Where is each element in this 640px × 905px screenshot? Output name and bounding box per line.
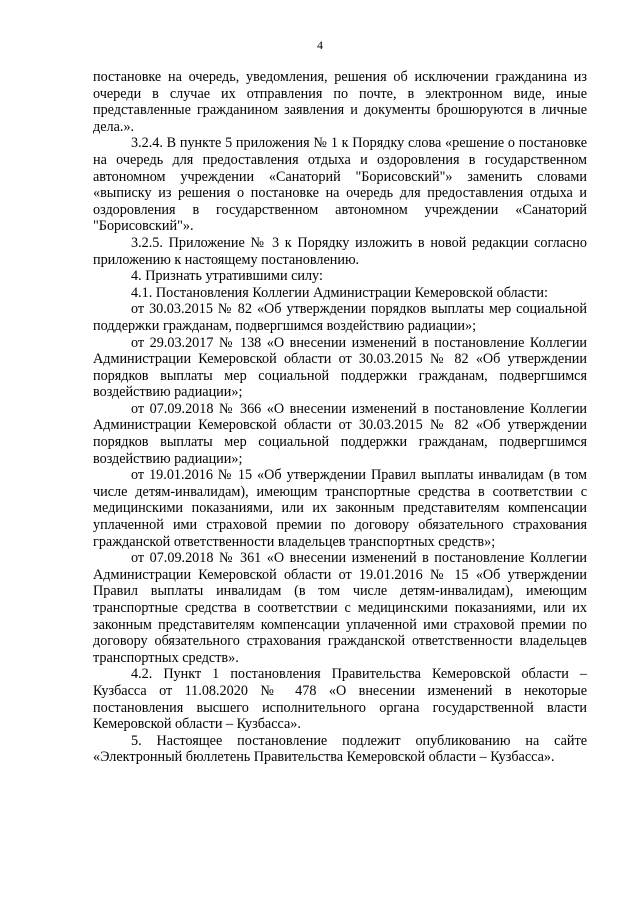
paragraph-resolution-15: от 19.01.2016 № 15 «Об утверждении Правил выплаты инвалидам (в том числе детям-инвалидам), имеющим транспортные средства в соответствии с медицинскими показаниями, или их законным представителям компенсации уплаченной ими страховой премии по договору обязательного страхования гражданской ответственности владельцев транспортных средств»;: [93, 467, 587, 550]
page-number: 4: [317, 38, 323, 52]
paragraph-resolution-361: от 07.09.2018 № 361 «О внесении изменений в постановление Коллегии Администрации Кемеровской области от 19.01.2016 № 15 «Об утверждении Правил выплаты инвалидам (в том числе детям-инвалидам), имеющим транспортные средства в соответствии с медицинскими показаниями, или их законным представителям компенсации уплаченной ими страховой премии по договору обязательного страхования гражданской ответственности владельцев транспортных средств».: [93, 550, 587, 666]
paragraph-3-2-4: 3.2.4. В пункте 5 приложения № 1 к Порядку слова «решение о постановке на очередь для предоставления отдыха и оздоровления в государственном автономном учреждении «Санаторий "Борисовский"» заменить словами «выписку из решения о постановке на очередь для предоставления отдыха и оздоровления в государственном автономном учреждении «Санаторий "Борисовский"».: [93, 135, 587, 235]
paragraph-5: 5. Настоящее постановление подлежит опубликованию на сайте «Электронный бюллетень Правительства Кемеровской области – Кузбасса».: [93, 732, 587, 766]
paragraph-resolution-82: от 30.03.2015 № 82 «Об утверждении порядков выплаты мер социальной поддержки гражданам, подвергшимся воздействию радиации»;: [93, 301, 587, 334]
paragraph-3-2-5: 3.2.5. Приложение № 3 к Порядку изложить в новой редакции согласно приложению к настоящему постановлению.: [93, 234, 587, 268]
paragraph-4-2: 4.2. Пункт 1 постановления Правительства Кемеровской области – Кузбасса от 11.08.2020 № 478 «О внесении изменений в некоторые постановления высшего исполнительного органа государственной власти Кемеровской области – Кузбасса».: [93, 666, 587, 733]
paragraph-resolution-366: от 07.09.2018 № 366 «О внесении изменений в постановление Коллегии Администрации Кемеровской области от 30.03.2015 № 82 «Об утверждении порядков выплаты мер социальной поддержки гражданам, подвергшимся воздействию радиации»;: [93, 400, 587, 467]
document-body: [93, 69, 587, 766]
paragraph-continuation: постановке на очередь, уведомления, решения об исключении гражданина из очереди в случае их отправления по почте, в электронном виде, иные представленные гражданином заявления и документы брошюруются в личные дела.».: [93, 69, 587, 135]
paragraph-4-1: 4.1. Постановления Коллегии Администрации Кемеровской области:: [131, 284, 548, 301]
paragraph-resolution-138: от 29.03.2017 № 138 «О внесении изменений в постановление Коллегии Администрации Кемеровской области от 30.03.2015 № 82 «Об утверждении порядков выплаты мер социальной поддержки гражданам, подвергшимся воздействию радиации»;: [93, 334, 587, 401]
paragraph-4: 4. Признать утратившими силу:: [131, 268, 323, 285]
